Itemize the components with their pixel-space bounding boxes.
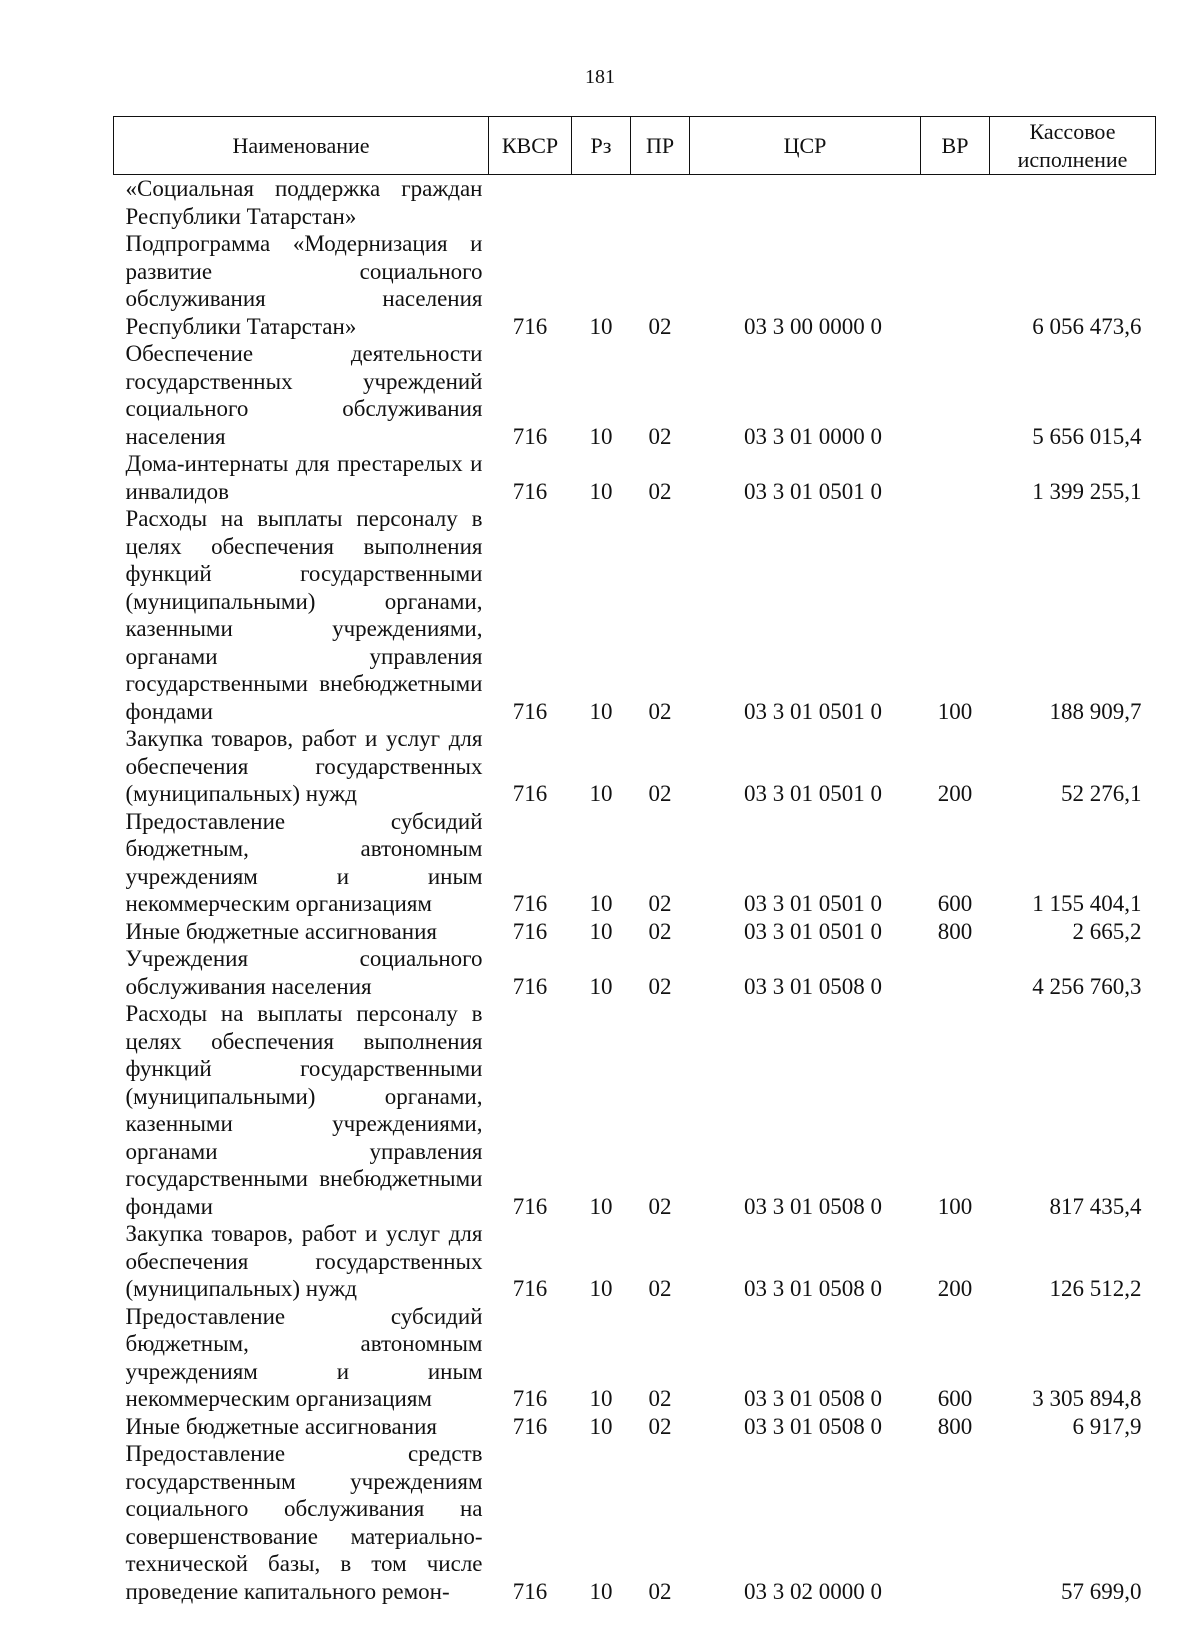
row-kvsr: 716	[512, 313, 548, 339]
row-kvsr: 716	[512, 973, 548, 999]
row-rz: 10	[589, 1413, 613, 1439]
row-kvsr: 716	[512, 423, 548, 449]
row-name: Обеспечение деятельности государственных учреждений социального обслуживания населения	[125, 341, 483, 449]
row-pr: 02	[648, 423, 672, 449]
row-vr: 600	[937, 891, 973, 916]
row-name: Предоставление субсидий бюджетным, автономным учреждениям и иным некоммерческим организациям	[125, 1303, 483, 1411]
row-csr: 03 3 01 0501 0	[744, 478, 882, 504]
row-rz: 10	[589, 423, 613, 449]
row-name: Иные бюджетные ассигнования	[125, 918, 437, 944]
header-rz: Рз	[572, 117, 631, 175]
row-sum: 6 056 473,6	[1032, 313, 1142, 339]
row-csr: 03 3 01 0501 0	[744, 781, 882, 806]
table-row	[114, 230, 1156, 340]
row-name: Учреждения социального обслуживания населения	[125, 946, 483, 999]
row-kvsr: 716	[512, 478, 548, 504]
header-pr: ПР	[631, 117, 690, 175]
table-row	[114, 725, 1156, 808]
row-rz: 10	[589, 1193, 613, 1219]
row-rz: 10	[589, 891, 613, 916]
row-csr: 03 3 01 0501 0	[744, 698, 882, 724]
header-name: Наименование	[114, 117, 489, 175]
table-row	[114, 1000, 1156, 1220]
row-sum: 1 155 404,1	[1032, 891, 1142, 916]
row-sum: 1 399 255,1	[1032, 478, 1142, 504]
table-row	[114, 1440, 1156, 1605]
row-sum: 5 656 015,4	[1032, 423, 1142, 449]
row-kvsr: 716	[512, 1386, 548, 1411]
row-kvsr: 716	[512, 891, 548, 916]
row-rz: 10	[589, 1386, 613, 1411]
row-csr: 03 3 01 0501 0	[744, 891, 882, 916]
row-vr	[921, 945, 990, 1000]
row-rz: 10	[589, 1578, 613, 1604]
table-header	[114, 117, 1156, 175]
row-sum: 52 276,1	[1061, 781, 1142, 806]
page-number: 181	[585, 66, 615, 88]
row-sum	[990, 175, 1156, 231]
row-name: Дома-интернаты для престарелых и инвалидов	[125, 451, 483, 504]
row-pr	[631, 175, 690, 231]
row-rz	[572, 175, 631, 231]
row-name: Расходы на выплаты персоналу в целях обеспечения выполнения функций государственными (муниципальными) органами, казенными учреждениями, органами управления государственными внебюджетными фондами	[125, 1001, 483, 1219]
table-row	[114, 450, 1156, 505]
row-pr: 02	[648, 698, 672, 724]
row-pr: 02	[648, 1578, 672, 1604]
row-kvsr: 716	[512, 781, 548, 806]
table-row	[114, 945, 1156, 1000]
table-row	[114, 918, 1156, 946]
row-kvsr: 716	[512, 1578, 548, 1604]
row-name: Предоставление субсидий бюджетным, автономным учреждениям и иным некоммерческим организациям	[125, 808, 483, 916]
row-csr: 03 3 01 0508 0	[744, 1413, 882, 1439]
row-csr	[690, 175, 921, 231]
row-sum: 188 909,7	[1049, 698, 1142, 724]
row-name: Закупка товаров, работ и услуг для обеспечения государственных (муниципальных) нужд	[125, 1221, 483, 1301]
row-kvsr: 716	[512, 698, 548, 724]
row-sum: 3 305 894,8	[1032, 1386, 1142, 1411]
row-vr: 100	[937, 1193, 973, 1219]
table-row	[114, 1413, 1156, 1441]
row-name: Предоставление средств государственным учреждениям социального обслуживания на совершенствование материально-технической базы, в том числе проведение капитального ремон-	[125, 1441, 483, 1604]
table-row	[114, 175, 1156, 231]
row-csr: 03 3 01 0000 0	[744, 423, 882, 449]
row-rz: 10	[589, 781, 613, 806]
row-csr: 03 3 01 0508 0	[744, 1193, 882, 1219]
row-rz: 10	[589, 698, 613, 724]
table-row	[114, 505, 1156, 725]
row-vr	[921, 230, 990, 340]
header-sum: Кассовое исполнение	[990, 117, 1156, 175]
row-name: Подпрограмма «Модернизация и развитие социального обслуживания населения Республики Татарстан»	[125, 231, 483, 339]
row-pr: 02	[648, 918, 672, 944]
table-row	[114, 1220, 1156, 1303]
row-rz: 10	[589, 313, 613, 339]
row-vr: 800	[937, 1413, 973, 1439]
row-csr: 03 3 02 0000 0	[744, 1578, 882, 1604]
row-sum: 817 435,4	[1049, 1193, 1142, 1219]
row-sum: 57 699,0	[1061, 1578, 1142, 1604]
table-row	[114, 340, 1156, 450]
header-vr: ВР	[921, 117, 990, 175]
row-rz: 10	[589, 973, 613, 999]
table-body	[114, 175, 1156, 1606]
budget-table	[113, 116, 1156, 1605]
row-sum: 2 665,2	[1072, 918, 1142, 944]
header-csr: ЦСР	[690, 117, 921, 175]
row-pr: 02	[648, 973, 672, 999]
row-pr: 02	[648, 891, 672, 916]
row-vr	[921, 175, 990, 231]
row-vr	[921, 450, 990, 505]
row-sum: 6 917,9	[1072, 1413, 1142, 1439]
row-pr: 02	[648, 781, 672, 806]
row-pr: 02	[648, 313, 672, 339]
table-row	[114, 1303, 1156, 1413]
row-csr: 03 3 01 0508 0	[744, 973, 882, 999]
header-kvsr: КВСР	[489, 117, 572, 175]
row-pr: 02	[648, 1193, 672, 1219]
row-csr: 03 3 01 0508 0	[744, 1386, 882, 1411]
row-vr: 100	[937, 698, 973, 724]
row-csr: 03 3 01 0508 0	[744, 1276, 882, 1301]
row-vr	[921, 340, 990, 450]
row-pr: 02	[648, 478, 672, 504]
row-pr: 02	[648, 1386, 672, 1411]
row-vr: 200	[937, 781, 973, 806]
row-sum: 126 512,2	[1049, 1276, 1142, 1301]
row-csr: 03 3 00 0000 0	[744, 313, 882, 339]
row-name: Иные бюджетные ассигнования	[125, 1413, 437, 1439]
row-kvsr: 716	[512, 1193, 548, 1219]
row-vr: 800	[937, 918, 973, 944]
row-pr: 02	[648, 1413, 672, 1439]
row-kvsr	[489, 175, 572, 231]
row-sum: 4 256 760,3	[1032, 973, 1142, 999]
row-vr: 200	[937, 1276, 973, 1301]
row-csr: 03 3 01 0501 0	[744, 918, 882, 944]
row-kvsr: 716	[512, 918, 548, 944]
row-vr	[921, 1440, 990, 1605]
row-name: «Социальная поддержка граждан Республики Татарстан»	[125, 176, 483, 229]
row-kvsr: 716	[512, 1276, 548, 1301]
row-kvsr: 716	[512, 1413, 548, 1439]
row-rz: 10	[589, 1276, 613, 1301]
table-row	[114, 808, 1156, 918]
row-vr: 600	[937, 1386, 973, 1411]
row-rz: 10	[589, 478, 613, 504]
row-rz: 10	[589, 918, 613, 944]
row-name: Закупка товаров, работ и услуг для обеспечения государственных (муниципальных) нужд	[125, 726, 483, 806]
row-pr: 02	[648, 1276, 672, 1301]
row-name: Расходы на выплаты персоналу в целях обеспечения выполнения функций государственными (муниципальными) органами, казенными учреждениями, органами управления государственными внебюджетными фондами	[125, 506, 483, 724]
